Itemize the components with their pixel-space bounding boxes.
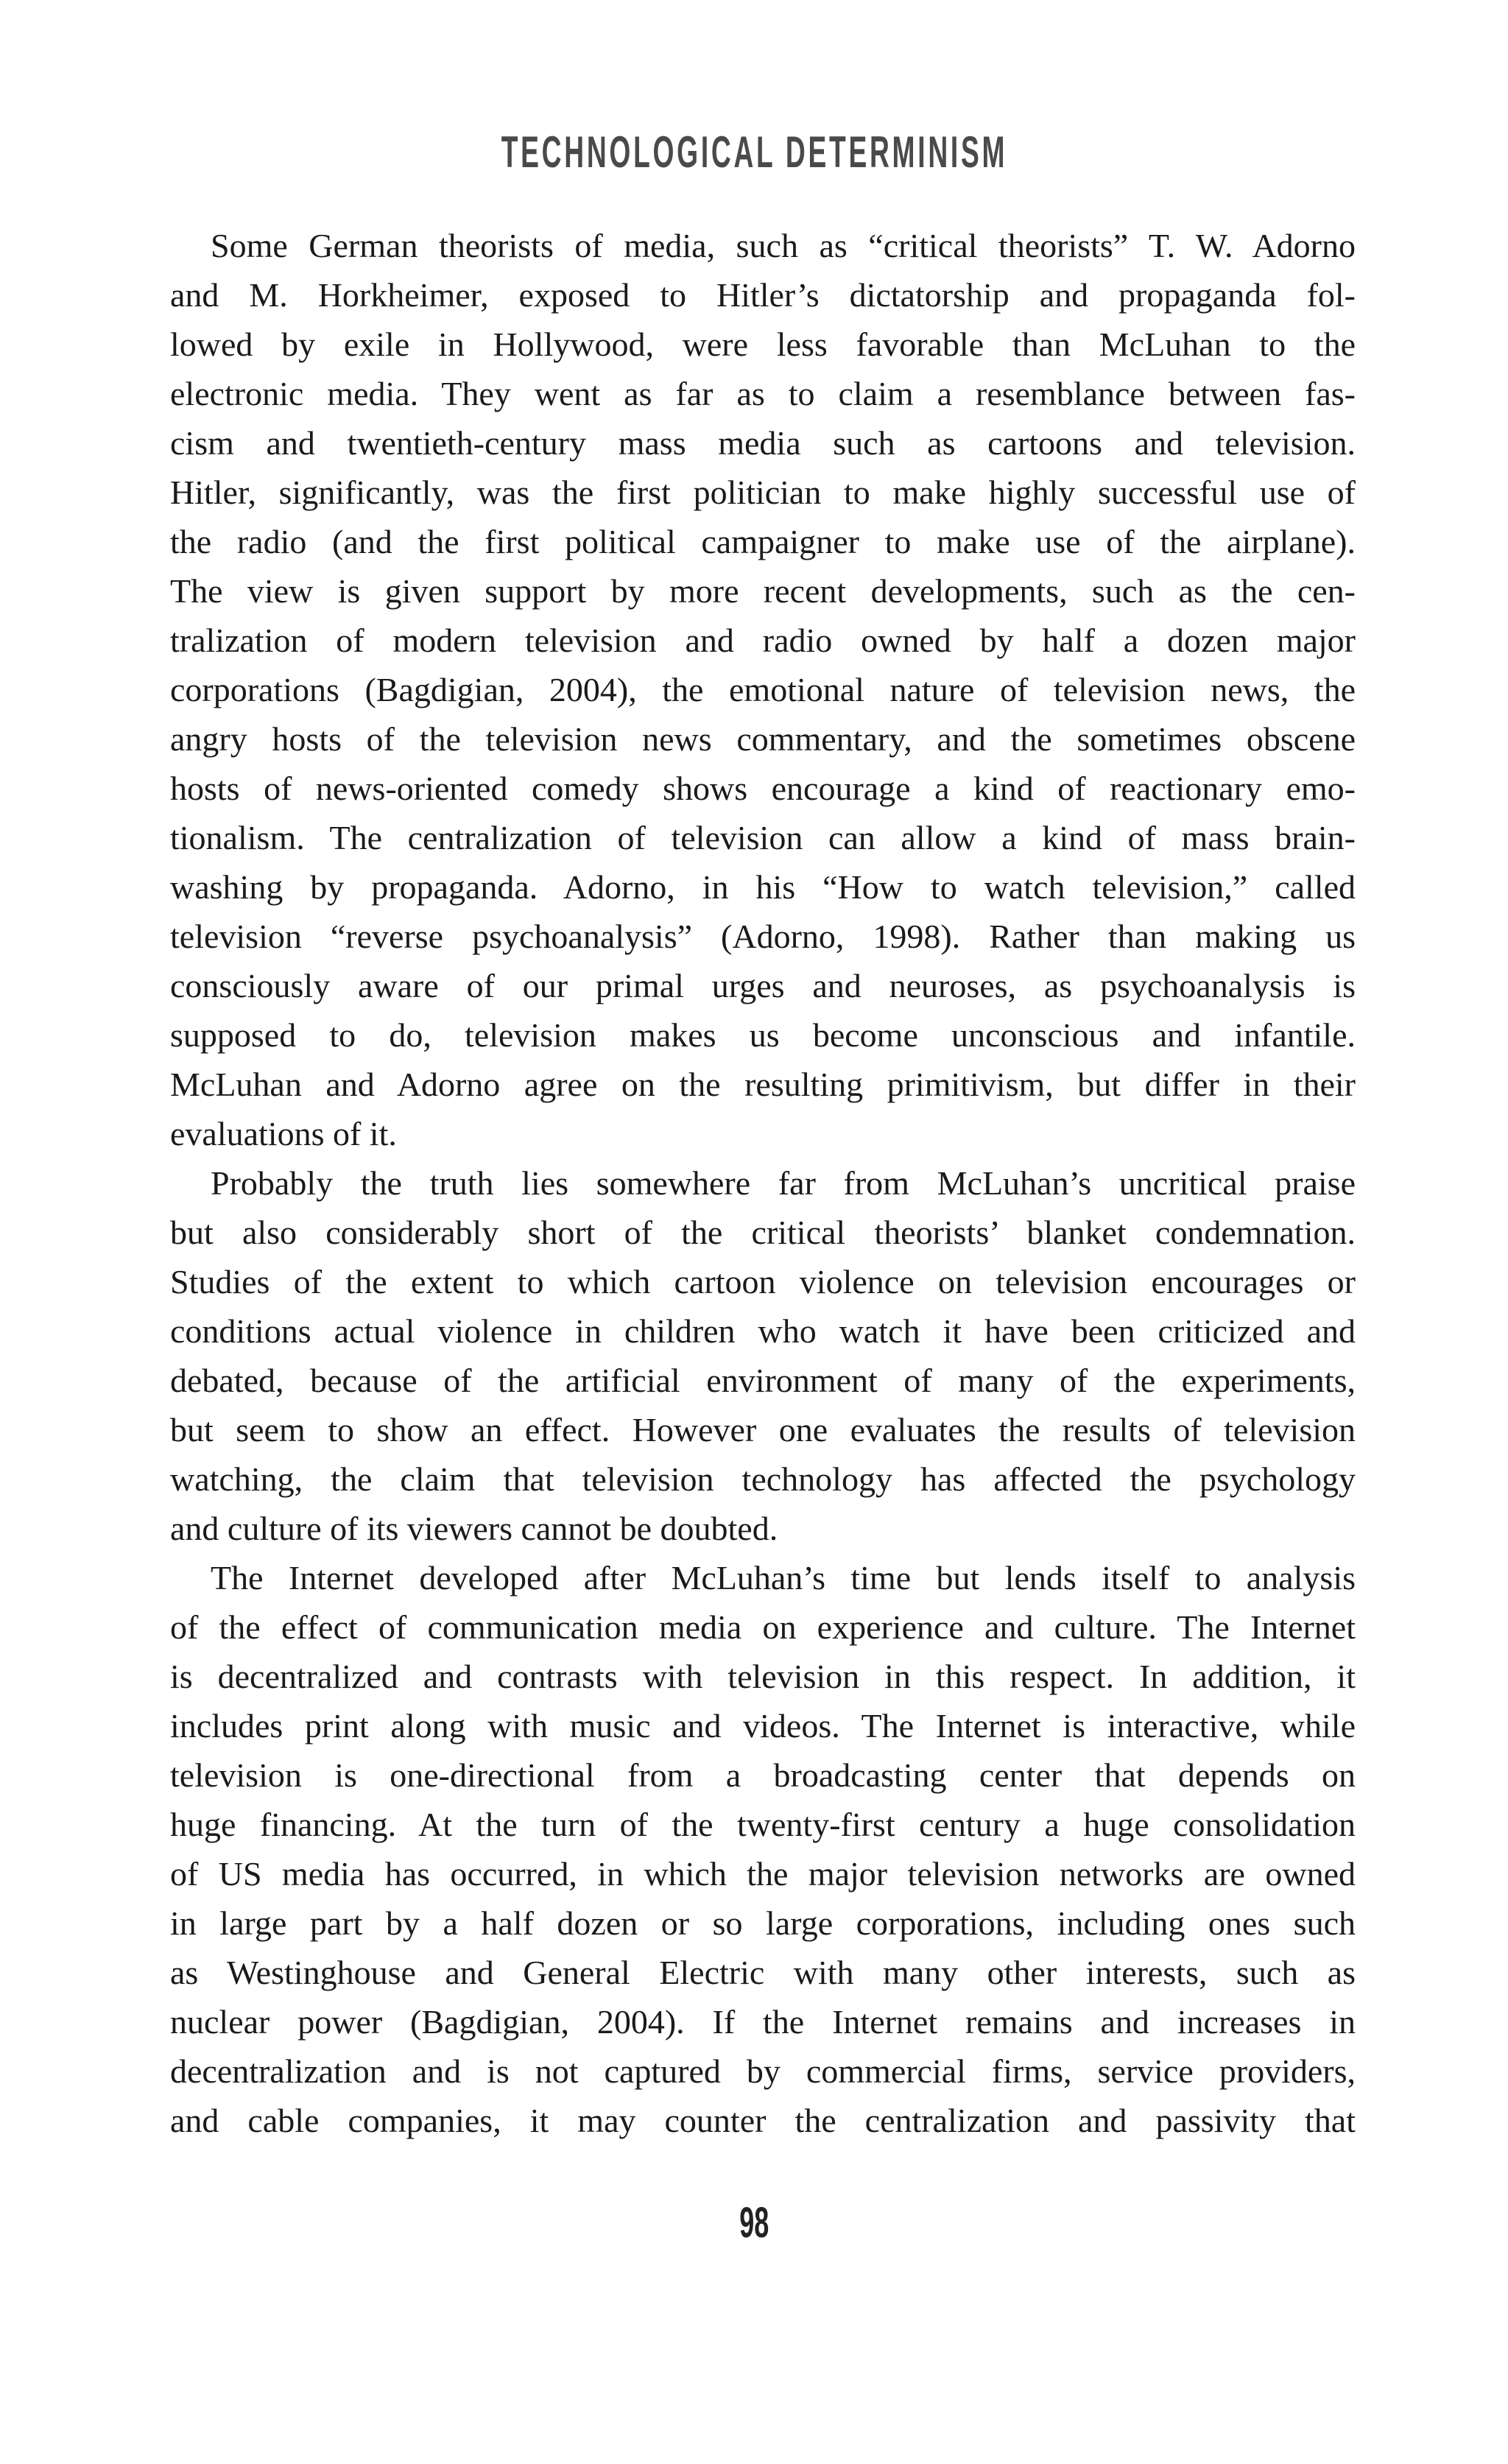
paragraph xyxy=(170,1158,1356,1553)
text-line: decentralization and is not captured by commercial firms, service providers, xyxy=(170,2052,1356,2090)
text-line: tralization of modern television and radio owned by half a dozen major xyxy=(170,622,1356,659)
paragraph xyxy=(170,221,1356,1158)
page-number: 98 xyxy=(739,2199,769,2247)
text-line: supposed to do, television makes us become unconscious and infantile. xyxy=(170,1016,1356,1054)
text-line: as Westinghouse and General Electric with many other interests, such as xyxy=(170,1954,1356,1991)
text-line: conditions actual violence in children who watch it have been criticized and xyxy=(170,1312,1356,1350)
running-header xyxy=(0,127,1508,177)
text-line: electronic media. They went as far as to claim a resemblance between fas- xyxy=(170,375,1356,412)
running-title: TECHNOLOGICAL DETERMINISM xyxy=(501,127,1007,177)
text-line: consciously aware of our primal urges and neuroses, as psychoanalysis is xyxy=(170,967,1356,1004)
text-line: of US media has occurred, in which the major television networks are owned xyxy=(170,1855,1356,1893)
text-line: Hitler, significantly, was the first politician to make highly successful use of xyxy=(170,474,1356,511)
text-line: includes print along with music and videos. The Internet is interactive, while xyxy=(170,1707,1356,1745)
text-line: McLuhan and Adorno agree on the resulting primitivism, but differ in their xyxy=(170,1066,1356,1103)
text-line: and M. Horkheimer, exposed to Hitler’s dictatorship and propaganda fol- xyxy=(170,276,1356,314)
text-line: but also considerably short of the critical theorists’ blanket condemnation. xyxy=(170,1214,1356,1251)
text-line: cism and twentieth-century mass media such as cartoons and television. xyxy=(170,424,1356,462)
text-line: is decentralized and contrasts with television in this respect. In addition, it xyxy=(170,1658,1356,1695)
text-line: huge financing. At the turn of the twenty-first century a huge consolidation xyxy=(170,1806,1356,1843)
text-line: but seem to show an effect. However one evaluates the results of television xyxy=(170,1411,1356,1449)
text-line: evaluations of it. xyxy=(170,1115,397,1152)
text-line: angry hosts of the television news commentary, and the sometimes obscene xyxy=(170,720,1356,758)
text-line: and culture of its viewers cannot be doubted. xyxy=(170,1510,778,1547)
text-line: tionalism. The centralization of television can allow a kind of mass brain- xyxy=(170,819,1356,856)
text-line: lowed by exile in Hollywood, were less favorable than McLuhan to the xyxy=(170,325,1356,363)
text-line: Some German theorists of media, such as “critical theorists” T. W. Adorno xyxy=(211,227,1356,264)
text-line: washing by propaganda. Adorno, in his “How to watch television,” called xyxy=(170,868,1356,906)
text-line: The view is given support by more recent developments, such as the cen- xyxy=(170,572,1356,610)
text-line: watching, the claim that television technology has affected the psychology xyxy=(170,1460,1356,1498)
paragraph xyxy=(170,1553,1356,2145)
text-line: Studies of the extent to which cartoon violence on television encourages or xyxy=(170,1263,1356,1300)
text-line: in large part by a half dozen or so large corporations, including ones such xyxy=(170,1904,1356,1942)
text-line: debated, because of the artificial environment of many of the experiments, xyxy=(170,1362,1356,1399)
text-line: television “reverse psychoanalysis” (Adorno, 1998). Rather than making us xyxy=(170,918,1356,955)
text-line: nuclear power (Bagdigian, 2004). If the Internet remains and increases in xyxy=(170,2003,1356,2041)
text-line: corporations (Bagdigian, 2004), the emotional nature of television news, the xyxy=(170,671,1356,708)
body-text xyxy=(170,221,1356,2145)
text-line: The Internet developed after McLuhan’s time but lends itself to analysis xyxy=(211,1559,1356,1597)
text-line: of the effect of communication media on experience and culture. The Internet xyxy=(170,1608,1356,1646)
text-line: hosts of news-oriented comedy shows encourage a kind of reactionary emo- xyxy=(170,770,1356,807)
page-footer xyxy=(0,2198,1508,2247)
text-line: Probably the truth lies somewhere far from McLuhan’s uncritical praise xyxy=(211,1164,1356,1202)
text-line: television is one-directional from a broadcasting center that depends on xyxy=(170,1756,1356,1794)
text-line: the radio (and the first political campaigner to make use of the airplane). xyxy=(170,523,1356,560)
text-line: and cable companies, it may counter the centralization and passivity that xyxy=(170,2102,1356,2139)
